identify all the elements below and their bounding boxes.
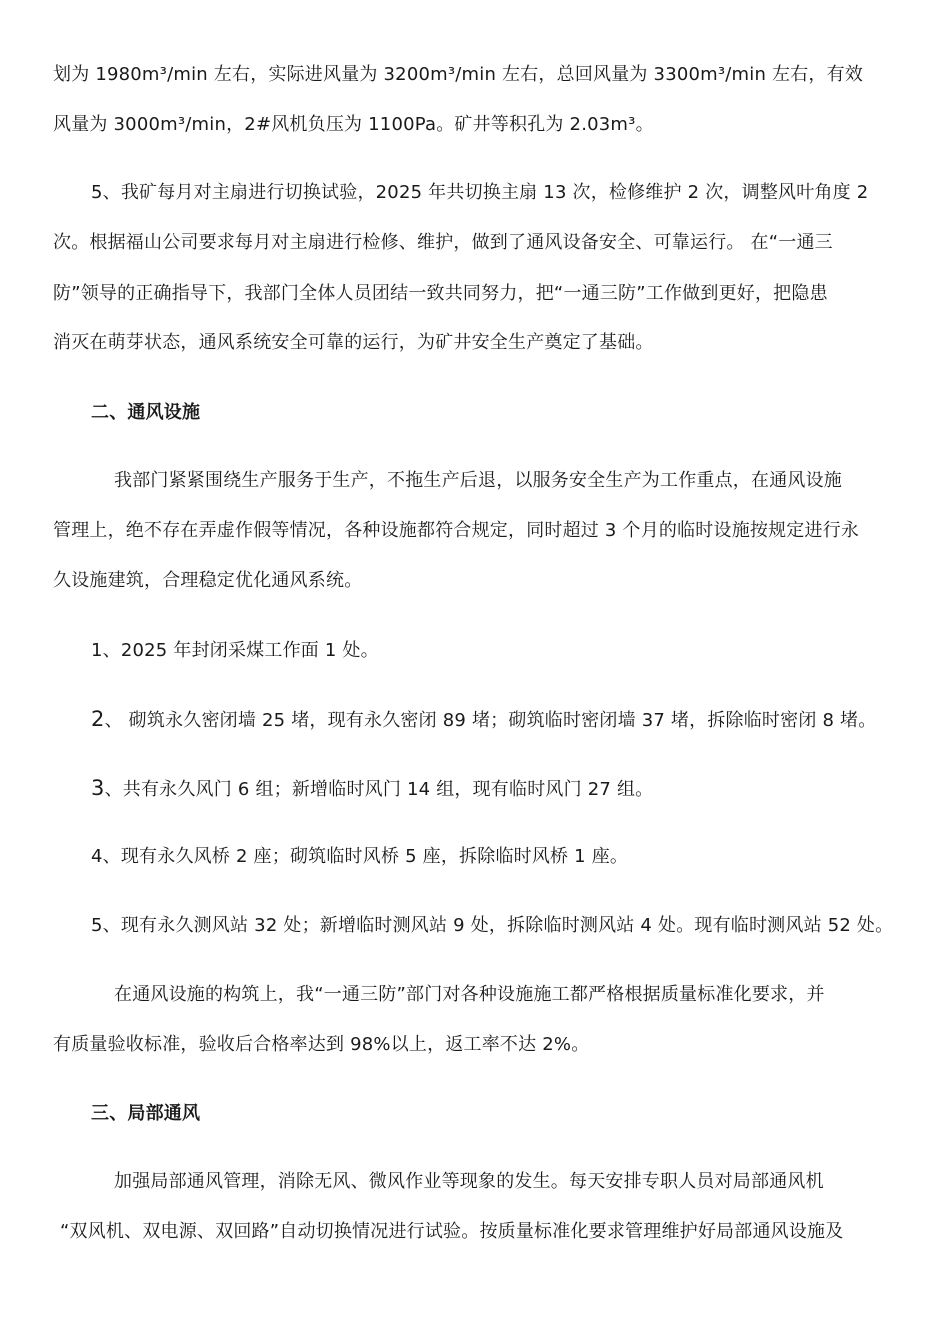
list-item-text: 、共有永久风门 6 组；新增临时风门 14 组，现有临时风门 27 组。 <box>104 779 654 800</box>
paragraph-line: 防”领导的正确指导下，我部门全体人员团结一致共同努力，把“一通三防”工作做到更好，把隐患 <box>53 283 828 304</box>
paragraph-line: 次。根据福山公司要求每月对主扇进行检修、维护，做到了通风设备安全、可靠运行。 在“一通三 <box>53 232 833 253</box>
paragraph-line: 消灭在萌芽状态，通风系统安全可靠的运行，为矿井安全生产奠定了基础。 <box>53 332 654 353</box>
paragraph-line: 我部门紧紧围绕生产服务于生产，不拖生产后退，以服务安全生产为工作重点，在通风设施 <box>114 470 842 491</box>
list-number: 2 <box>91 707 105 731</box>
list-number: 3 <box>91 776 105 800</box>
paragraph-line: 管理上，绝不存在弄虚作假等情况，各种设施都符合规定，同时超过 3 个月的临时设施按规定进行永 <box>53 520 860 541</box>
section-heading-local-ventilation: 三、局部通风 <box>91 1103 201 1124</box>
list-item-text: 、 砌筑永久密闭墙 25 堵，现有永久密闭 89 堵；砌筑临时密闭墙 37 堵，拆除临时密闭 8 堵。 <box>104 710 877 731</box>
list-item: 1、2025 年封闭采煤工作面 1 处。 <box>91 640 379 661</box>
list-item: 4、现有永久风桥 2 座；砌筑临时风桥 5 座，拆除临时风桥 1 座。 <box>91 846 629 867</box>
paragraph-line: “双风机、双电源、双回路”自动切换情况进行试验。按质量标准化要求管理维护好局部通风设施及 <box>60 1221 844 1242</box>
list-item <box>91 776 653 802</box>
paragraph-line: 久设施建筑，合理稳定优化通风系统。 <box>53 570 363 591</box>
list-item <box>91 707 876 733</box>
paragraph-line: 加强局部通风管理，消除无风、微风作业等现象的发生。每天安排专职人员对局部通风机 <box>114 1171 824 1192</box>
list-item: 5、现有永久测风站 32 处；新增临时测风站 9 处，拆除临时测风站 4 处。现有临时测风站 52 处。 <box>91 915 894 936</box>
paragraph-line: 5、我矿每月对主扇进行切换试验，2025 年共切换主扇 13 次，检修维护 2 次，调整风叶角度 2 <box>91 182 869 203</box>
paragraph-line: 划为 1980m³/min 左右，实际进风量为 3200m³/min 左右，总回风量为 3300m³/min 左右，有效 <box>53 64 864 85</box>
paragraph-line: 有质量验收标准，验收后合格率达到 98%以上，返工率不达 2%。 <box>53 1034 590 1055</box>
paragraph-line: 在通风设施的构筑上，我“一通三防”部门对各种设施施工都严格根据质量标准化要求，并 <box>114 984 825 1005</box>
section-heading-facilities: 二、通风设施 <box>91 402 201 423</box>
paragraph-line: 风量为 3000m³/min，2#风机负压为 1100Pa。矿井等积孔为 2.03m³。 <box>53 114 654 135</box>
